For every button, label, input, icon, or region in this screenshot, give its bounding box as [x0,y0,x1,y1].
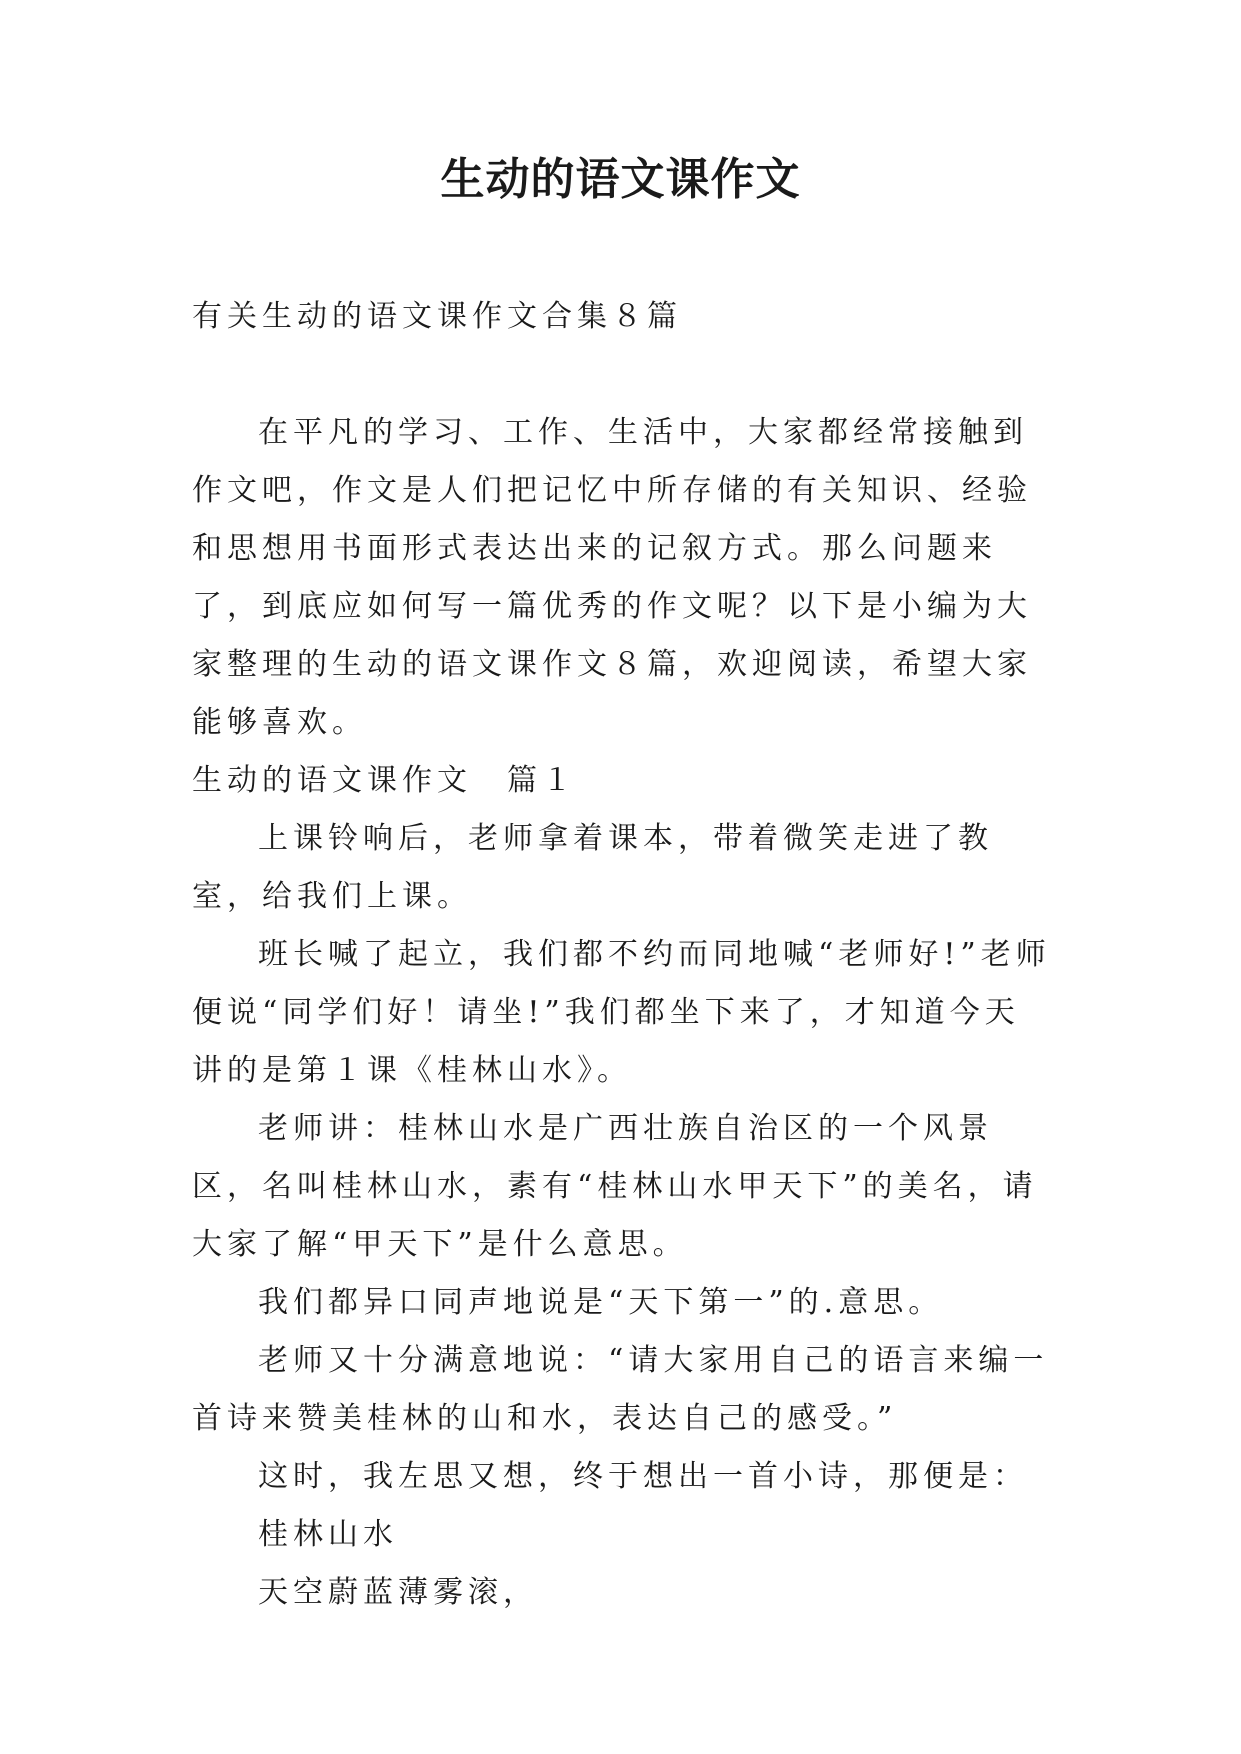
body-paragraph: 这时，我左思又想，终于想出一首小诗，那便是： [258,1459,1028,1494]
poem-line: 天空蔚蓝薄雾滚， [258,1575,538,1610]
document-title: 生动的语文课作文 [440,154,801,205]
intro-paragraph: 在平凡的学习、工作、生活中，大家都经常接触到作文吧，作文是人们把记忆中所存储的有关知识、经验和思想用书面形式表达出来的记叙方式。那么问题来了，到底应如何写一篇优秀的作文呢？以下是小编为大家整理的生动的语文课作文８篇，欢迎阅读，希望大家能够喜欢。 [192,415,1032,740]
poem-title: 桂林山水 [258,1517,398,1552]
body-paragraph: 我们都异口同声地说是“天下第一”的.意思。 [258,1285,944,1320]
document-body [192,404,1052,1622]
body-paragraph: 老师又十分满意地说：“请大家用自己的语言来编一首诗来赞美桂林的山和水，表达自己的感受。” [192,1343,1049,1436]
body-paragraph: 上课铃响后，老师拿着课本，带着微笑走进了教室，给我们上课。 [192,821,993,914]
body-paragraph: 班长喊了起立，我们都不约而同地喊“老师好!”老师便说“同学们好！请坐!”我们都坐下来了，才知道今天讲的是第１课《桂林山水》。 [192,937,1051,1088]
document-subtitle: 有关生动的语文课作文合集８篇 [192,299,682,334]
section-heading: 生动的语文课作文 篇１ [192,763,577,798]
body-paragraph: 老师讲：桂林山水是广西壮族自治区的一个风景区，名叫桂林山水，素有“桂林山水甲天下”的美名，请大家了解“甲天下”是什么意思。 [192,1111,1038,1262]
